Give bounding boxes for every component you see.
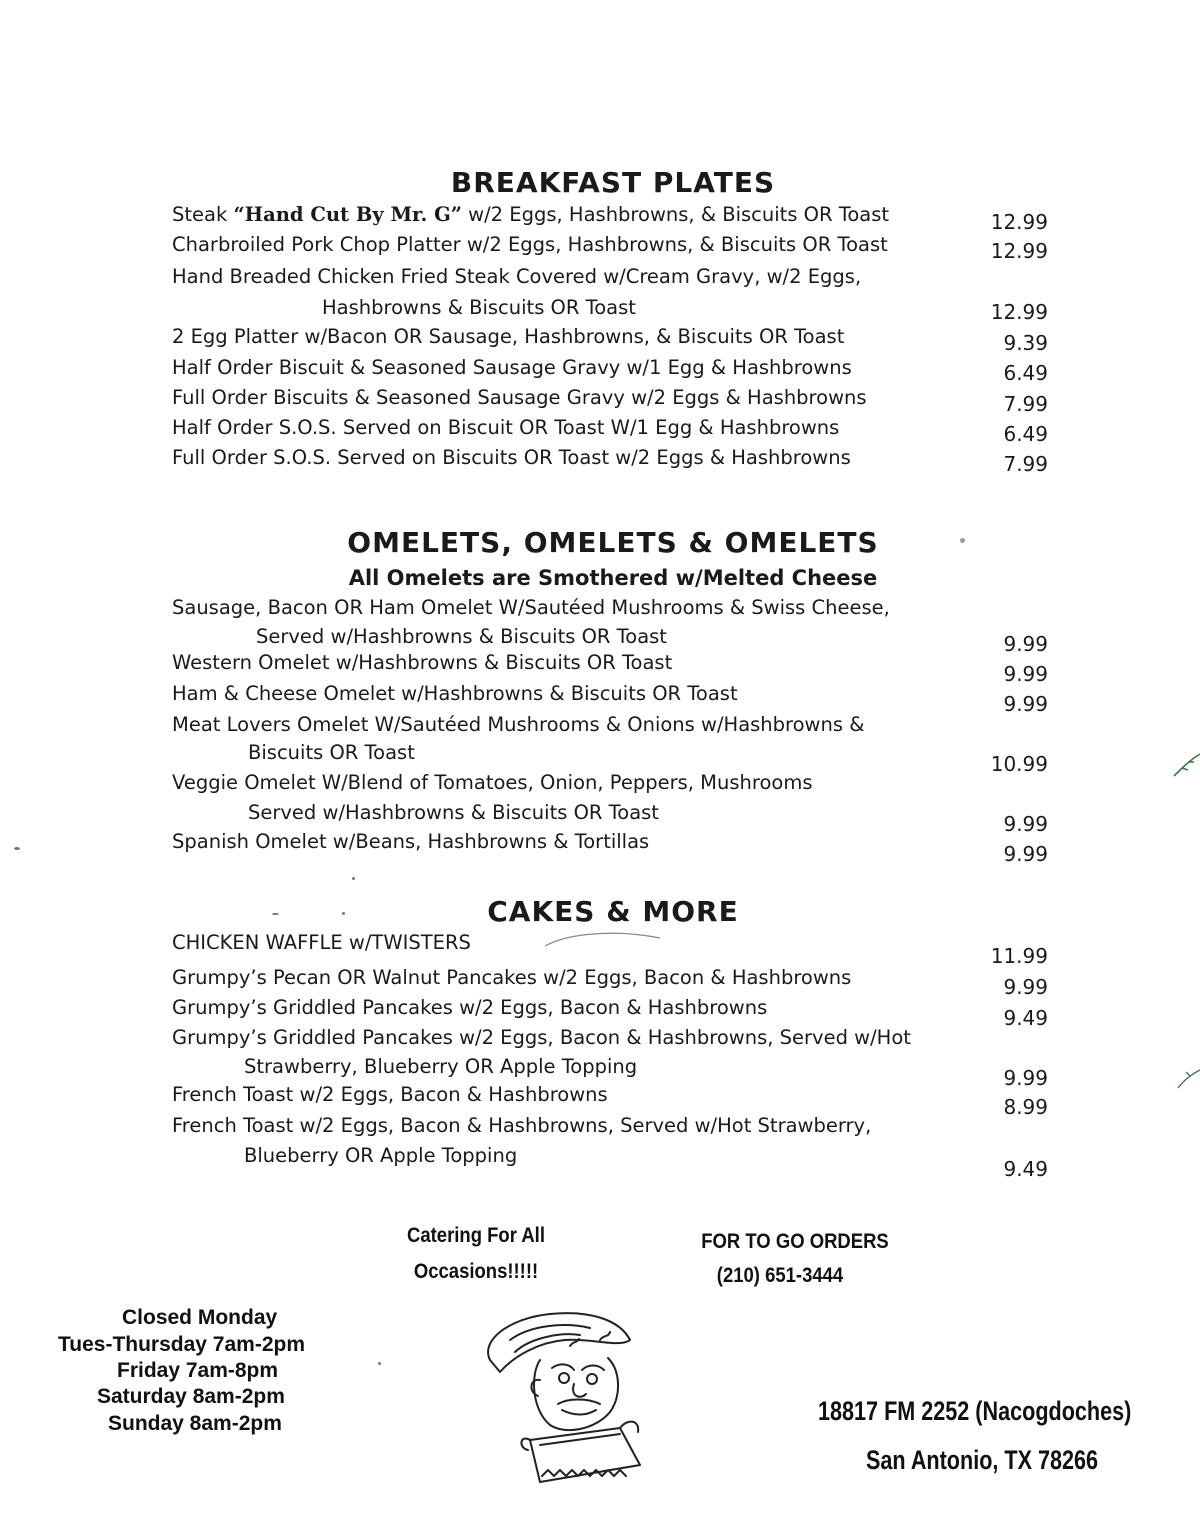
menu-item-price: 9.49 [1003, 1006, 1048, 1030]
catering-line-1: Catering For All [407, 1224, 545, 1247]
breakfast-section-title: BREAKFAST PLATES [450, 166, 776, 199]
menu-item-name: CHICKEN WAFFLE w/TWISTERS [172, 931, 471, 954]
omelets-subtitle: All Omelets are Smothered w/Melted Cheese [348, 566, 878, 590]
speck [378, 1362, 381, 1365]
menu-item-name: Veggie Omelet W/Blend of Tomatoes, Onion, Peppers, Mushrooms [172, 771, 813, 794]
menu-item-price: 12.99 [990, 300, 1048, 324]
menu-item-price: 9.49 [1003, 1157, 1048, 1181]
hours-line: Friday 7am-8pm [117, 1359, 279, 1382]
menu-item-name: 2 Egg Platter w/Bacon OR Sausage, Hashbrowns, & Biscuits OR Toast [172, 325, 845, 348]
menu-item-name: Spanish Omelet w/Beans, Hashbrowns & Tortillas [172, 830, 650, 853]
menu-item-name: Hand Breaded Chicken Fried Steak Covered w/Cream Gravy, w/2 Eggs, [172, 265, 862, 288]
menu-item-name-suffix: w/2 Eggs, Hashbrowns, & Biscuits OR Toast [461, 203, 890, 226]
to-go-orders-label: FOR TO GO ORDERS [701, 1230, 889, 1253]
menu-item-price: 8.99 [1003, 1095, 1048, 1119]
sprig-icon [1172, 750, 1200, 780]
catering-line-2: Occasions!!!!! [413, 1260, 539, 1283]
omelets-section-title: OMELETS, OMELETS & OMELETS [347, 526, 879, 559]
menu-item-name-continued: Strawberry, Blueberry OR Apple Topping [244, 1055, 638, 1078]
menu-item-name-continued: Served w/Hashbrowns & Biscuits OR Toast [248, 801, 659, 824]
speck [352, 877, 355, 880]
hours-line: Saturday 8am-2pm [97, 1385, 285, 1408]
menu-item-name: Ham & Cheese Omelet w/Hashbrowns & Biscuits OR Toast [172, 682, 738, 705]
menu-item-name: Charbroiled Pork Chop Platter w/2 Eggs, Hashbrowns, & Biscuits OR Toast [172, 233, 888, 256]
to-go-phone: (210) 651-3444 [716, 1264, 844, 1287]
hours-line: Tues-Thursday 7am-2pm [58, 1333, 306, 1356]
menu-item-name: Full Order Biscuits & Seasoned Sausage Gravy w/2 Eggs & Hashbrowns [172, 386, 867, 409]
menu-item-price: 12.99 [990, 210, 1048, 234]
menu-item-name: Meat Lovers Omelet W/Sautéed Mushrooms & Onions w/Hashbrowns & [172, 713, 865, 736]
menu-item-name: Half Order Biscuit & Seasoned Sausage Gravy w/1 Egg & Hashbrowns [172, 356, 852, 379]
menu-item-price: 9.99 [1003, 842, 1048, 866]
menu-item-price: 9.99 [1003, 632, 1048, 656]
menu-item-price: 9.99 [1003, 975, 1048, 999]
menu-item-price: 11.99 [990, 944, 1048, 968]
address-line-1: 18817 FM 2252 (Nacogdoches) [818, 1396, 1132, 1426]
menu-item-name: French Toast w/2 Eggs, Bacon & Hashbrowns [172, 1083, 608, 1106]
speck [14, 847, 20, 850]
menu-item-price: 9.99 [1003, 662, 1048, 686]
menu-item-price: 12.99 [990, 239, 1048, 263]
speck [960, 538, 965, 543]
address-line-2: San Antonio, TX 78266 [866, 1445, 1099, 1475]
menu-item-name: Grumpy’s Griddled Pancakes w/2 Eggs, Bacon & Hashbrowns [172, 996, 768, 1019]
menu-item-price: 7.99 [1003, 452, 1048, 476]
speck [272, 913, 279, 915]
menu-item-name: French Toast w/2 Eggs, Bacon & Hashbrowns, Served w/Hot Strawberry, [172, 1114, 872, 1137]
menu-item-name: Grumpy’s Griddled Pancakes w/2 Eggs, Bacon & Hashbrowns, Served w/Hot [172, 1026, 911, 1049]
hours-line: Sunday 8am-2pm [108, 1412, 282, 1435]
menu-item [172, 203, 889, 226]
hours-line: Closed Monday [122, 1306, 278, 1329]
menu-item-price: 6.49 [1003, 422, 1048, 446]
menu-item-name-continued: Served w/Hashbrowns & Biscuits OR Toast [256, 625, 667, 648]
menu-item-price: 7.99 [1003, 392, 1048, 416]
menu-item-price: 9.99 [1003, 1066, 1048, 1090]
menu-item-price: 10.99 [990, 752, 1048, 776]
menu-item-name: Grumpy’s Pecan OR Walnut Pancakes w/2 Eggs, Bacon & Hashbrowns [172, 966, 852, 989]
menu-item-price: 9.39 [1003, 331, 1048, 355]
menu-item-name: Half Order S.O.S. Served on Biscuit OR Toast W/1 Egg & Hashbrowns [172, 416, 840, 439]
grumpy-mascot-icon [470, 1300, 670, 1490]
cakes-section-title: CAKES & MORE [487, 895, 739, 928]
menu-item-name-prefix: Steak [172, 203, 234, 226]
menu-item-name: Western Omelet w/Hashbrowns & Biscuits OR Toast [172, 651, 673, 674]
pen-scribble-icon [540, 928, 670, 952]
menu-item-price: 9.99 [1003, 692, 1048, 716]
menu-item-price: 9.99 [1003, 812, 1048, 836]
menu-item-name-continued: Biscuits OR Toast [248, 741, 415, 764]
speck [342, 912, 345, 915]
menu-item-name-continued: Blueberry OR Apple Topping [244, 1144, 518, 1167]
menu-item-name: Full Order S.O.S. Served on Biscuits OR Toast w/2 Eggs & Hashbrowns [172, 446, 851, 469]
menu-item-price: 6.49 [1003, 361, 1048, 385]
menu-item-name-continued: Hashbrowns & Biscuits OR Toast [322, 296, 636, 319]
menu-item-name: Sausage, Bacon OR Ham Omelet W/Sautéed Mushrooms & Swiss Cheese, [172, 596, 890, 619]
sprig-icon [1176, 1060, 1200, 1090]
menu-item-name-emphasis: “Hand Cut By Mr. G” [233, 203, 462, 226]
